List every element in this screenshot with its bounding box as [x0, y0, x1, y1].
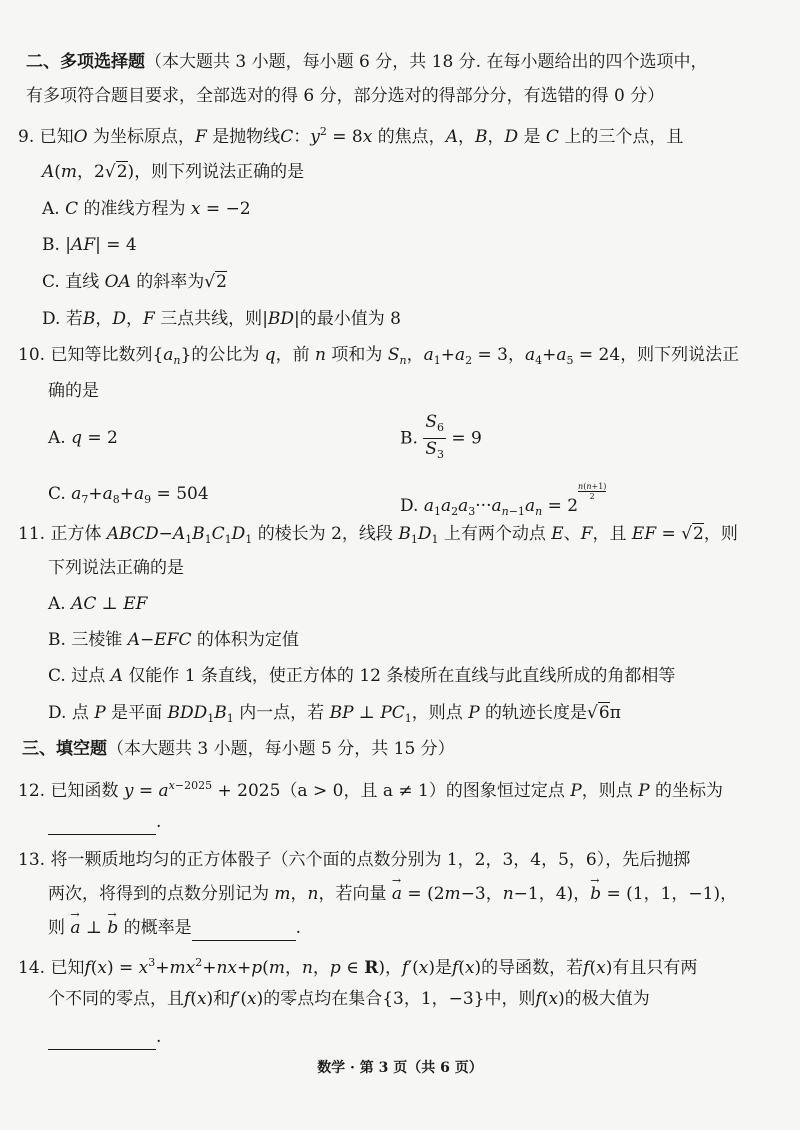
q14-text: 和	[213, 989, 231, 1009]
q13-text: 则	[48, 918, 65, 938]
q10-option-a[interactable]: A. q = 2	[48, 428, 118, 448]
q9-option-b[interactable]: B. |AF| = 4	[42, 235, 137, 255]
q10-text: ，前	[275, 345, 310, 365]
question-number: 9.	[18, 127, 35, 147]
question-9-stem: 9. 已知O 为坐标原点，F 是抛物线C：$y^2 = 8x$ 的焦点，A，B，D 是 C 上的三个点，且	[18, 125, 684, 147]
q12-text: （a > 0，且 a ≠ 1）的图象恒过定点	[280, 781, 565, 801]
section2-header	[26, 50, 708, 74]
question-9-stem-2: A(m，2√2)，则下列说法正确的是	[42, 162, 305, 182]
q11-text: 上有两个动点	[443, 524, 546, 544]
q13-text: 将一颗质地均匀的正方体骰子（六个面的点数分别为 1，2，3，4，5，6），先后抛掷	[50, 850, 691, 870]
q9-text: 的焦点，	[377, 127, 446, 147]
option-label: A.	[42, 199, 60, 219]
question-number: 13.	[18, 850, 46, 870]
question-12-stem: 12. 已知函数 $y = a^{x-2025} + 2025(a > 0$，且 a ≠ 1）的图象恒过定点 P，则点 P 的坐标为	[18, 779, 723, 801]
option-text: 是平面	[111, 703, 163, 723]
option-text: 的体积为定值	[196, 630, 299, 650]
q14-text: .	[156, 1027, 162, 1047]
question-14-stem: 14. 已知$f(x) = x^3+mx^2+nx+p(m$，n，p ∈ R)，f′(x)是f(x)的导函数，若f(x)有且只有两	[18, 956, 698, 978]
q12-text: 已知函数	[50, 781, 119, 801]
option-label: C.	[48, 666, 66, 686]
option-label: B.	[400, 428, 418, 449]
section3-heading: 三、填空题	[22, 739, 107, 759]
q14-text: 的零点均在集合	[263, 989, 383, 1009]
section2-instructions-1: （本大题共 3 小题，每小题 6 分，共 18 分. 在每小题给出的四个选项中，	[145, 52, 708, 72]
option-text: 三棱锥	[71, 630, 123, 650]
q11-text: 正方体	[50, 524, 102, 544]
question-13-stem-3: 则 → a ⊥ → b 的概率是 .	[48, 916, 301, 941]
page-footer: 数学 · 第 3 页（共 6 页）	[317, 1060, 483, 1076]
q14-text: 个不同的零点，且	[48, 989, 184, 1009]
option-label: A.	[48, 594, 66, 614]
q13-text: .	[295, 918, 302, 938]
q9-text: 是	[523, 127, 541, 147]
q9-text: 是抛物线	[212, 127, 281, 147]
answer-blank[interactable]	[48, 810, 156, 835]
q11-option-a[interactable]: A. AC ⊥ EF	[48, 594, 148, 614]
q13-text: 两次，将得到的点数分别记为	[48, 884, 269, 904]
option-text: 仅能作 1 条直线，使正方体的 12 条棱所在直线与此直线所成的角都相等	[128, 666, 676, 686]
option-text: 的准线方程为	[83, 199, 186, 219]
question-10-stem: 10. 已知等比数列$\{a_n\}$的公比为 q，前 n 项和为 $S_n$，$a_1+a_2 = 3$，$a_4+a_5 = 24$，则下列说法正	[18, 345, 740, 367]
q10-text: ，则下列说法正	[620, 345, 740, 365]
q14-text: 是	[435, 958, 452, 978]
question-13-stem-2: 两次，将得到的点数分别记为 m，n，若向量 → a = (2m−3，n−1，4)，→ b = (1，1，−1)，	[48, 882, 737, 906]
q12-text: 的坐标为	[654, 781, 723, 801]
option-text: 的斜率为	[136, 272, 205, 292]
q9-text: ，则下列说法正确的是	[134, 162, 305, 182]
q12-answer-line	[48, 810, 161, 835]
fraction: $\frac{S_6}{S_3}$	[425, 412, 444, 461]
option-text: 点	[71, 703, 89, 723]
q14-text: 的极大值为	[564, 989, 650, 1009]
q10-option-c[interactable]: C. $a_7+a_8+a_9 = 504$	[48, 484, 209, 506]
q10-text: 项和为	[331, 345, 383, 365]
question-number: 11.	[18, 524, 46, 544]
q14-text: 有且只有两	[612, 958, 698, 978]
question-number: 14.	[18, 958, 46, 978]
q13-text: 的概率是	[123, 918, 192, 938]
q9-text: 上的三个点，且	[564, 127, 684, 147]
option-label: D.	[42, 309, 61, 329]
option-label: B.	[48, 630, 66, 650]
option-text: 内一点，若	[239, 703, 325, 723]
q11-text: ，且	[592, 524, 627, 544]
option-text: 三点共线，则	[160, 309, 263, 329]
q11-option-b[interactable]: B. 三棱锥 A−EFC 的体积为定值	[48, 630, 299, 650]
q11-option-c[interactable]: C. 过点 A 仅能作 1 条直线，使正方体的 12 条棱所在直线与此直线所成的角都相等	[48, 666, 676, 686]
section3-instructions: （本大题共 3 小题，每小题 5 分，共 15 分）	[107, 739, 455, 759]
q11-option-d[interactable]: D. 点 P 是平面 $BDD_1B_1$ 内一点，若 BP ⊥ $PC_1$，则点 P 的轨迹长度是√6π	[48, 703, 621, 725]
option-label: C.	[48, 484, 66, 504]
option-label: A.	[48, 428, 66, 448]
option-text: 直线	[65, 272, 100, 292]
option-text: = 4	[106, 235, 137, 255]
question-11-stem-2: 下列说法正确的是	[48, 558, 184, 578]
q10-option-d[interactable]: D. $a_1a_2a_3\cdot\cdot\cdot a_{n-1}a_n = 2$ $^{\frac{n(n+1)}{2}}$	[400, 482, 607, 518]
section3-header	[22, 737, 455, 761]
q12-text: .	[156, 812, 162, 832]
q10-option-b[interactable]: B. $\frac{S_6}{S_3}$ = 9	[400, 412, 482, 465]
q14-text: 的导函数，若	[481, 958, 584, 978]
option-text: 若	[65, 309, 83, 329]
option-label: C.	[42, 272, 60, 292]
option-label: B.	[42, 235, 60, 255]
q9-option-d[interactable]: D. 若B，D，F 三点共线，则|BD|的最小值为 8	[42, 309, 402, 329]
answer-blank[interactable]	[192, 916, 296, 941]
q11-text: 的棱长为 2，线段	[257, 524, 393, 544]
q9-option-c[interactable]: C. 直线 OA 的斜率为√2	[42, 272, 227, 292]
q14-text: 已知	[50, 958, 85, 978]
answer-blank[interactable]	[48, 1025, 156, 1050]
option-label: D.	[400, 496, 419, 516]
question-number: 10.	[18, 345, 46, 365]
q13-text: ，	[573, 884, 591, 904]
section2-instructions-2: 有多项符合题目要求，全部选对的得 6 分，部分选对的得部分分，有选错的得 0 分）	[26, 86, 665, 106]
q14-answer-line	[48, 1025, 161, 1050]
option-text: 的最小值为 8	[299, 309, 402, 329]
q11-text: ，则	[703, 524, 738, 544]
q9-option-a[interactable]: A. C 的准线方程为 x = −2	[42, 199, 251, 219]
q12-text: ，则点	[581, 781, 633, 801]
q9-text: 为坐标原点，	[92, 127, 195, 147]
question-11-stem: 11. 正方体 $ABCD-A_1B_1C_1D_1$ 的棱长为 2，线段 $B_1D_1$ 上有两个动点 E、F，且 EF = √2，则	[18, 524, 738, 546]
q14-text: 中，则	[484, 989, 536, 1009]
question-number: 12.	[18, 781, 46, 801]
q13-text: ，若向量	[318, 884, 387, 904]
question-14-stem-2: 个不同的零点，且f(x)和f′(x)的零点均在集合{3，1，−3}中，则f(x)的极大值为	[48, 989, 650, 1009]
q10-text: 已知等比数列	[50, 345, 153, 365]
option-text: 过点	[71, 666, 106, 686]
option-label: D.	[48, 703, 67, 723]
section2-heading: 二、多项选择题	[26, 52, 145, 72]
question-10-stem-2: 确的是	[48, 381, 99, 401]
option-text: ，则点	[411, 703, 463, 723]
option-text: 的轨迹长度是	[485, 703, 588, 723]
q9-text: 已知	[39, 127, 74, 147]
q10-text: 的公比为	[191, 345, 260, 365]
